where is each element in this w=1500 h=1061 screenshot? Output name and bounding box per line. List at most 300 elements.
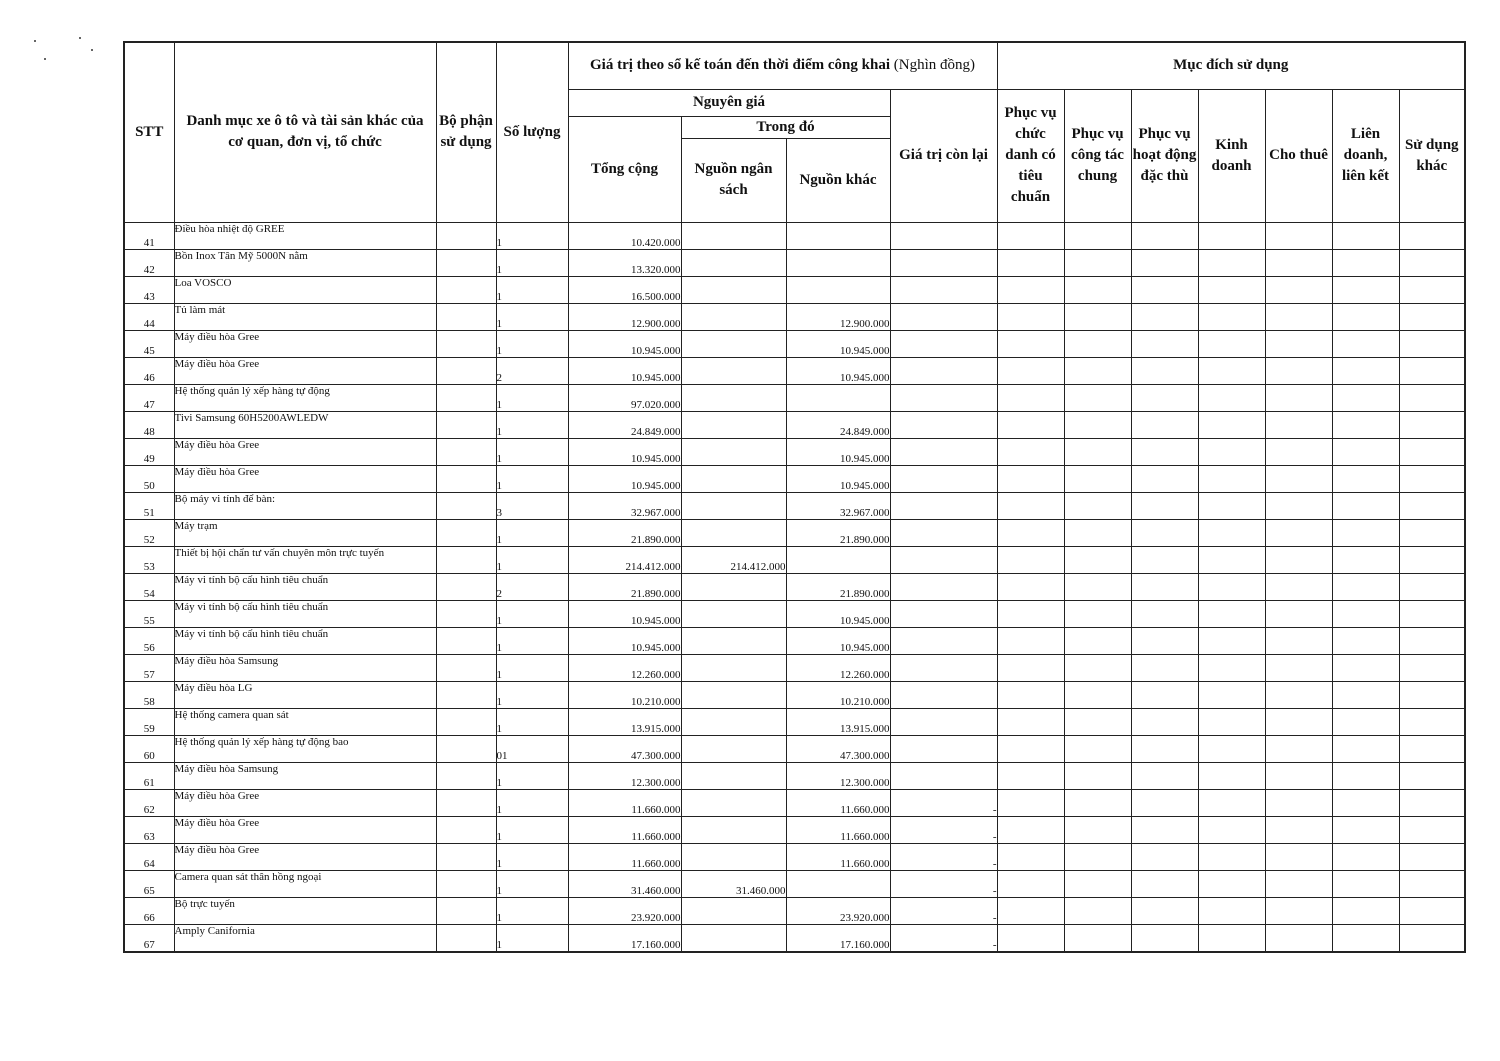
scan-mark <box>44 58 46 60</box>
row-dept <box>436 735 496 762</box>
row-purpose-jv <box>1332 330 1399 357</box>
row-purpose-business <box>1198 330 1265 357</box>
table-row <box>124 276 1465 303</box>
row-purpose-other <box>1399 330 1465 357</box>
row-remaining-value <box>890 222 997 249</box>
row-budget-source <box>681 438 786 465</box>
row-purpose-rent <box>1265 600 1332 627</box>
row-budget-source <box>681 924 786 952</box>
table-row <box>124 870 1465 897</box>
row-purpose-general <box>1064 519 1131 546</box>
row-stt: 54 <box>124 573 174 600</box>
header-value-group-title: Giá trị theo sổ kế toán đến thời điểm công khai <box>590 57 890 74</box>
row-purpose-jv <box>1332 519 1399 546</box>
header-purpose-group: Mục đích sử dụng <box>997 42 1465 89</box>
row-other-source: 13.915.000 <box>786 708 890 735</box>
row-purpose-title <box>997 384 1064 411</box>
row-purpose-special <box>1131 816 1198 843</box>
row-dept <box>436 681 496 708</box>
row-purpose-general <box>1064 627 1131 654</box>
row-purpose-jv <box>1332 843 1399 870</box>
table-row <box>124 546 1465 573</box>
row-purpose-rent <box>1265 465 1332 492</box>
row-budget-source <box>681 627 786 654</box>
row-dept <box>436 492 496 519</box>
row-stt: 50 <box>124 465 174 492</box>
row-dept <box>436 276 496 303</box>
scan-mark <box>91 49 93 51</box>
table-row <box>124 222 1465 249</box>
row-budget-source <box>681 789 786 816</box>
row-asset-name: Máy vi tính bộ cấu hình tiêu chuẩn <box>174 600 436 627</box>
row-remaining-value: - <box>890 897 997 924</box>
row-other-source: 10.945.000 <box>786 627 890 654</box>
row-purpose-jv <box>1332 276 1399 303</box>
row-total: 12.300.000 <box>568 762 681 789</box>
row-purpose-other <box>1399 735 1465 762</box>
row-purpose-special <box>1131 411 1198 438</box>
row-asset-name: Máy trạm <box>174 519 436 546</box>
row-purpose-other <box>1399 789 1465 816</box>
table-row <box>124 654 1465 681</box>
table-row <box>124 843 1465 870</box>
row-stt: 45 <box>124 330 174 357</box>
row-total: 11.660.000 <box>568 789 681 816</box>
row-total: 13.915.000 <box>568 708 681 735</box>
table-row <box>124 249 1465 276</box>
row-dept <box>436 600 496 627</box>
table-row <box>124 897 1465 924</box>
row-purpose-special <box>1131 843 1198 870</box>
row-stt: 52 <box>124 519 174 546</box>
row-purpose-other <box>1399 438 1465 465</box>
table-row <box>124 708 1465 735</box>
row-quantity: 1 <box>496 303 568 330</box>
row-purpose-other <box>1399 843 1465 870</box>
row-purpose-title <box>997 600 1064 627</box>
row-total: 10.945.000 <box>568 465 681 492</box>
row-stt: 44 <box>124 303 174 330</box>
row-total: 10.945.000 <box>568 600 681 627</box>
row-stt: 42 <box>124 249 174 276</box>
row-purpose-jv <box>1332 816 1399 843</box>
row-remaining-value <box>890 519 997 546</box>
row-quantity: 3 <box>496 492 568 519</box>
row-budget-source <box>681 708 786 735</box>
table-row <box>124 519 1465 546</box>
row-asset-name: Máy vi tính bộ cấu hình tiêu chuẩn <box>174 573 436 600</box>
row-purpose-title <box>997 843 1064 870</box>
row-quantity: 1 <box>496 789 568 816</box>
header-purpose-business: Kinh doanh <box>1198 89 1265 222</box>
row-quantity: 1 <box>496 384 568 411</box>
row-purpose-rent <box>1265 303 1332 330</box>
header-remaining: Giá trị còn lại <box>890 89 997 222</box>
row-asset-name: Loa VOSCO <box>174 276 436 303</box>
row-budget-source <box>681 573 786 600</box>
row-dept <box>436 303 496 330</box>
row-total: 32.967.000 <box>568 492 681 519</box>
row-quantity: 1 <box>496 816 568 843</box>
header-other-source: Nguồn khác <box>786 138 890 222</box>
row-purpose-general <box>1064 600 1131 627</box>
row-purpose-general <box>1064 276 1131 303</box>
row-remaining-value <box>890 573 997 600</box>
row-purpose-special <box>1131 735 1198 762</box>
row-other-source: 17.160.000 <box>786 924 890 952</box>
row-purpose-business <box>1198 438 1265 465</box>
row-other-source: 12.900.000 <box>786 303 890 330</box>
row-purpose-title <box>997 492 1064 519</box>
row-total: 47.300.000 <box>568 735 681 762</box>
row-remaining-value <box>890 384 997 411</box>
row-purpose-jv <box>1332 654 1399 681</box>
table-row <box>124 357 1465 384</box>
row-purpose-special <box>1131 384 1198 411</box>
row-dept <box>436 411 496 438</box>
row-purpose-other <box>1399 627 1465 654</box>
row-purpose-special <box>1131 789 1198 816</box>
row-purpose-rent <box>1265 330 1332 357</box>
row-purpose-business <box>1198 789 1265 816</box>
row-purpose-business <box>1198 492 1265 519</box>
row-purpose-business <box>1198 816 1265 843</box>
row-asset-name: Máy điều hòa Gree <box>174 789 436 816</box>
row-purpose-title <box>997 411 1064 438</box>
row-purpose-jv <box>1332 546 1399 573</box>
row-purpose-general <box>1064 303 1131 330</box>
row-purpose-general <box>1064 654 1131 681</box>
header-dept: Bộ phận sử dụng <box>436 42 496 222</box>
row-remaining-value <box>890 654 997 681</box>
row-purpose-general <box>1064 924 1131 952</box>
row-purpose-general <box>1064 249 1131 276</box>
row-dept <box>436 654 496 681</box>
row-total: 13.320.000 <box>568 249 681 276</box>
row-other-source: 10.945.000 <box>786 330 890 357</box>
header-name: Danh mục xe ô tô và tài sản khác của cơ quan, đơn vị, tổ chức <box>174 42 436 222</box>
row-purpose-jv <box>1332 897 1399 924</box>
row-purpose-other <box>1399 357 1465 384</box>
row-budget-source <box>681 249 786 276</box>
row-asset-name: Tủ làm mát <box>174 303 436 330</box>
row-purpose-rent <box>1265 411 1332 438</box>
header-budget: Nguồn ngân sách <box>681 138 786 222</box>
row-purpose-business <box>1198 897 1265 924</box>
row-purpose-rent <box>1265 924 1332 952</box>
row-purpose-rent <box>1265 789 1332 816</box>
row-budget-source <box>681 519 786 546</box>
row-purpose-title <box>997 654 1064 681</box>
row-total: 31.460.000 <box>568 870 681 897</box>
row-stt: 63 <box>124 816 174 843</box>
row-other-source: 21.890.000 <box>786 573 890 600</box>
row-quantity: 1 <box>496 330 568 357</box>
row-purpose-other <box>1399 492 1465 519</box>
row-purpose-business <box>1198 654 1265 681</box>
row-remaining-value <box>890 681 997 708</box>
row-purpose-business <box>1198 546 1265 573</box>
asset-table <box>123 41 1466 953</box>
row-stt: 58 <box>124 681 174 708</box>
row-purpose-special <box>1131 762 1198 789</box>
row-quantity: 1 <box>496 708 568 735</box>
row-purpose-jv <box>1332 222 1399 249</box>
row-budget-source <box>681 492 786 519</box>
row-purpose-other <box>1399 519 1465 546</box>
row-stt: 48 <box>124 411 174 438</box>
row-other-source <box>786 222 890 249</box>
row-quantity: 2 <box>496 573 568 600</box>
table-row <box>124 627 1465 654</box>
row-purpose-general <box>1064 843 1131 870</box>
row-asset-name: Bộ trực tuyến <box>174 897 436 924</box>
row-budget-source <box>681 681 786 708</box>
row-purpose-jv <box>1332 357 1399 384</box>
row-purpose-special <box>1131 897 1198 924</box>
row-total: 10.420.000 <box>568 222 681 249</box>
row-purpose-title <box>997 735 1064 762</box>
row-purpose-business <box>1198 924 1265 952</box>
row-purpose-jv <box>1332 573 1399 600</box>
row-purpose-rent <box>1265 438 1332 465</box>
header-purpose-general: Phục vụ công tác chung <box>1064 89 1131 222</box>
table-row <box>124 600 1465 627</box>
row-purpose-other <box>1399 465 1465 492</box>
row-budget-source <box>681 654 786 681</box>
row-purpose-special <box>1131 519 1198 546</box>
row-purpose-jv <box>1332 762 1399 789</box>
row-purpose-general <box>1064 816 1131 843</box>
row-stt: 66 <box>124 897 174 924</box>
row-dept <box>436 222 496 249</box>
table-row <box>124 492 1465 519</box>
row-purpose-general <box>1064 762 1131 789</box>
row-purpose-special <box>1131 654 1198 681</box>
scan-mark <box>34 40 36 42</box>
row-purpose-rent <box>1265 870 1332 897</box>
row-remaining-value <box>890 708 997 735</box>
row-remaining-value: - <box>890 870 997 897</box>
row-quantity: 1 <box>496 843 568 870</box>
row-remaining-value <box>890 546 997 573</box>
row-purpose-title <box>997 708 1064 735</box>
row-purpose-rent <box>1265 843 1332 870</box>
row-purpose-rent <box>1265 384 1332 411</box>
row-dept <box>436 924 496 952</box>
row-purpose-special <box>1131 465 1198 492</box>
row-purpose-title <box>997 303 1064 330</box>
row-purpose-jv <box>1332 249 1399 276</box>
row-purpose-business <box>1198 465 1265 492</box>
row-budget-source <box>681 735 786 762</box>
row-purpose-jv <box>1332 384 1399 411</box>
row-purpose-general <box>1064 789 1131 816</box>
table-row <box>124 384 1465 411</box>
row-purpose-special <box>1131 627 1198 654</box>
row-quantity: 1 <box>496 546 568 573</box>
row-asset-name: Máy điều hòa Gree <box>174 843 436 870</box>
row-other-source: 12.260.000 <box>786 654 890 681</box>
row-other-source <box>786 249 890 276</box>
row-quantity: 1 <box>496 276 568 303</box>
row-budget-source <box>681 600 786 627</box>
table-row <box>124 789 1465 816</box>
row-purpose-business <box>1198 222 1265 249</box>
row-budget-source <box>681 843 786 870</box>
row-purpose-special <box>1131 870 1198 897</box>
row-purpose-other <box>1399 573 1465 600</box>
row-dept <box>436 627 496 654</box>
row-purpose-title <box>997 330 1064 357</box>
row-quantity: 1 <box>496 924 568 952</box>
row-budget-source <box>681 330 786 357</box>
row-dept <box>436 438 496 465</box>
row-total: 10.945.000 <box>568 357 681 384</box>
row-total: 12.900.000 <box>568 303 681 330</box>
row-dept <box>436 465 496 492</box>
row-total: 214.412.000 <box>568 546 681 573</box>
row-dept <box>436 357 496 384</box>
row-purpose-special <box>1131 303 1198 330</box>
row-other-source: 10.945.000 <box>786 438 890 465</box>
table-row <box>124 735 1465 762</box>
row-purpose-jv <box>1332 438 1399 465</box>
row-budget-source: 31.460.000 <box>681 870 786 897</box>
row-purpose-other <box>1399 654 1465 681</box>
row-budget-source <box>681 411 786 438</box>
row-purpose-general <box>1064 573 1131 600</box>
row-quantity: 1 <box>496 465 568 492</box>
row-purpose-title <box>997 276 1064 303</box>
row-purpose-other <box>1399 897 1465 924</box>
row-purpose-general <box>1064 465 1131 492</box>
row-purpose-special <box>1131 249 1198 276</box>
row-purpose-other <box>1399 276 1465 303</box>
row-remaining-value <box>890 762 997 789</box>
header-value-unit: (Nghìn đồng) <box>893 57 975 74</box>
row-stt: 57 <box>124 654 174 681</box>
row-other-source: 11.660.000 <box>786 843 890 870</box>
row-dept <box>436 546 496 573</box>
row-remaining-value <box>890 357 997 384</box>
row-budget-source <box>681 222 786 249</box>
row-total: 97.020.000 <box>568 384 681 411</box>
row-total: 21.890.000 <box>568 573 681 600</box>
row-purpose-business <box>1198 411 1265 438</box>
header-original-price: Nguyên giá <box>568 89 890 116</box>
row-purpose-title <box>997 222 1064 249</box>
row-total: 17.160.000 <box>568 924 681 952</box>
row-other-source <box>786 384 890 411</box>
row-quantity: 1 <box>496 438 568 465</box>
scan-mark <box>79 37 81 39</box>
row-remaining-value <box>890 600 997 627</box>
row-remaining-value: - <box>890 843 997 870</box>
row-total: 10.210.000 <box>568 681 681 708</box>
row-dept <box>436 519 496 546</box>
row-stt: 59 <box>124 708 174 735</box>
row-purpose-other <box>1399 546 1465 573</box>
table-row <box>124 681 1465 708</box>
header-purpose-rent: Cho thuê <box>1265 89 1332 222</box>
row-quantity: 2 <box>496 357 568 384</box>
row-purpose-business <box>1198 303 1265 330</box>
row-other-source <box>786 870 890 897</box>
row-purpose-special <box>1131 222 1198 249</box>
row-dept <box>436 762 496 789</box>
row-purpose-general <box>1064 438 1131 465</box>
row-purpose-special <box>1131 438 1198 465</box>
row-purpose-other <box>1399 411 1465 438</box>
row-quantity: 1 <box>496 519 568 546</box>
row-purpose-jv <box>1332 492 1399 519</box>
row-purpose-title <box>997 816 1064 843</box>
row-other-source: 24.849.000 <box>786 411 890 438</box>
row-purpose-title <box>997 897 1064 924</box>
row-purpose-title <box>997 249 1064 276</box>
row-purpose-special <box>1131 681 1198 708</box>
row-other-source: 32.967.000 <box>786 492 890 519</box>
row-purpose-special <box>1131 492 1198 519</box>
row-purpose-other <box>1399 303 1465 330</box>
row-purpose-rent <box>1265 897 1332 924</box>
row-budget-source <box>681 276 786 303</box>
row-other-source: 23.920.000 <box>786 897 890 924</box>
row-purpose-rent <box>1265 735 1332 762</box>
row-purpose-special <box>1131 330 1198 357</box>
row-quantity: 1 <box>496 897 568 924</box>
row-asset-name: Điều hòa nhiệt độ GREE <box>174 222 436 249</box>
row-purpose-jv <box>1332 627 1399 654</box>
row-total: 16.500.000 <box>568 276 681 303</box>
row-quantity: 1 <box>496 411 568 438</box>
row-asset-name: Máy điều hòa Gree <box>174 816 436 843</box>
row-total: 21.890.000 <box>568 519 681 546</box>
row-purpose-other <box>1399 249 1465 276</box>
row-total: 10.945.000 <box>568 330 681 357</box>
row-purpose-general <box>1064 708 1131 735</box>
row-purpose-special <box>1131 276 1198 303</box>
row-purpose-special <box>1131 546 1198 573</box>
row-quantity: 1 <box>496 681 568 708</box>
row-purpose-other <box>1399 600 1465 627</box>
row-purpose-rent <box>1265 546 1332 573</box>
header-of-which: Trong đó <box>681 116 890 138</box>
row-purpose-business <box>1198 249 1265 276</box>
row-stt: 56 <box>124 627 174 654</box>
row-purpose-other <box>1399 816 1465 843</box>
row-stt: 60 <box>124 735 174 762</box>
row-remaining-value <box>890 276 997 303</box>
row-purpose-business <box>1198 357 1265 384</box>
row-purpose-jv <box>1332 411 1399 438</box>
row-total: 24.849.000 <box>568 411 681 438</box>
row-purpose-general <box>1064 492 1131 519</box>
row-remaining-value: - <box>890 789 997 816</box>
row-stt: 53 <box>124 546 174 573</box>
row-remaining-value <box>890 330 997 357</box>
row-asset-name: Máy điều hòa Gree <box>174 357 436 384</box>
row-purpose-title <box>997 519 1064 546</box>
row-purpose-jv <box>1332 735 1399 762</box>
row-purpose-general <box>1064 357 1131 384</box>
row-remaining-value <box>890 249 997 276</box>
header-value-group <box>568 42 997 89</box>
row-total: 10.945.000 <box>568 438 681 465</box>
table-row <box>124 816 1465 843</box>
table-row <box>124 924 1465 952</box>
